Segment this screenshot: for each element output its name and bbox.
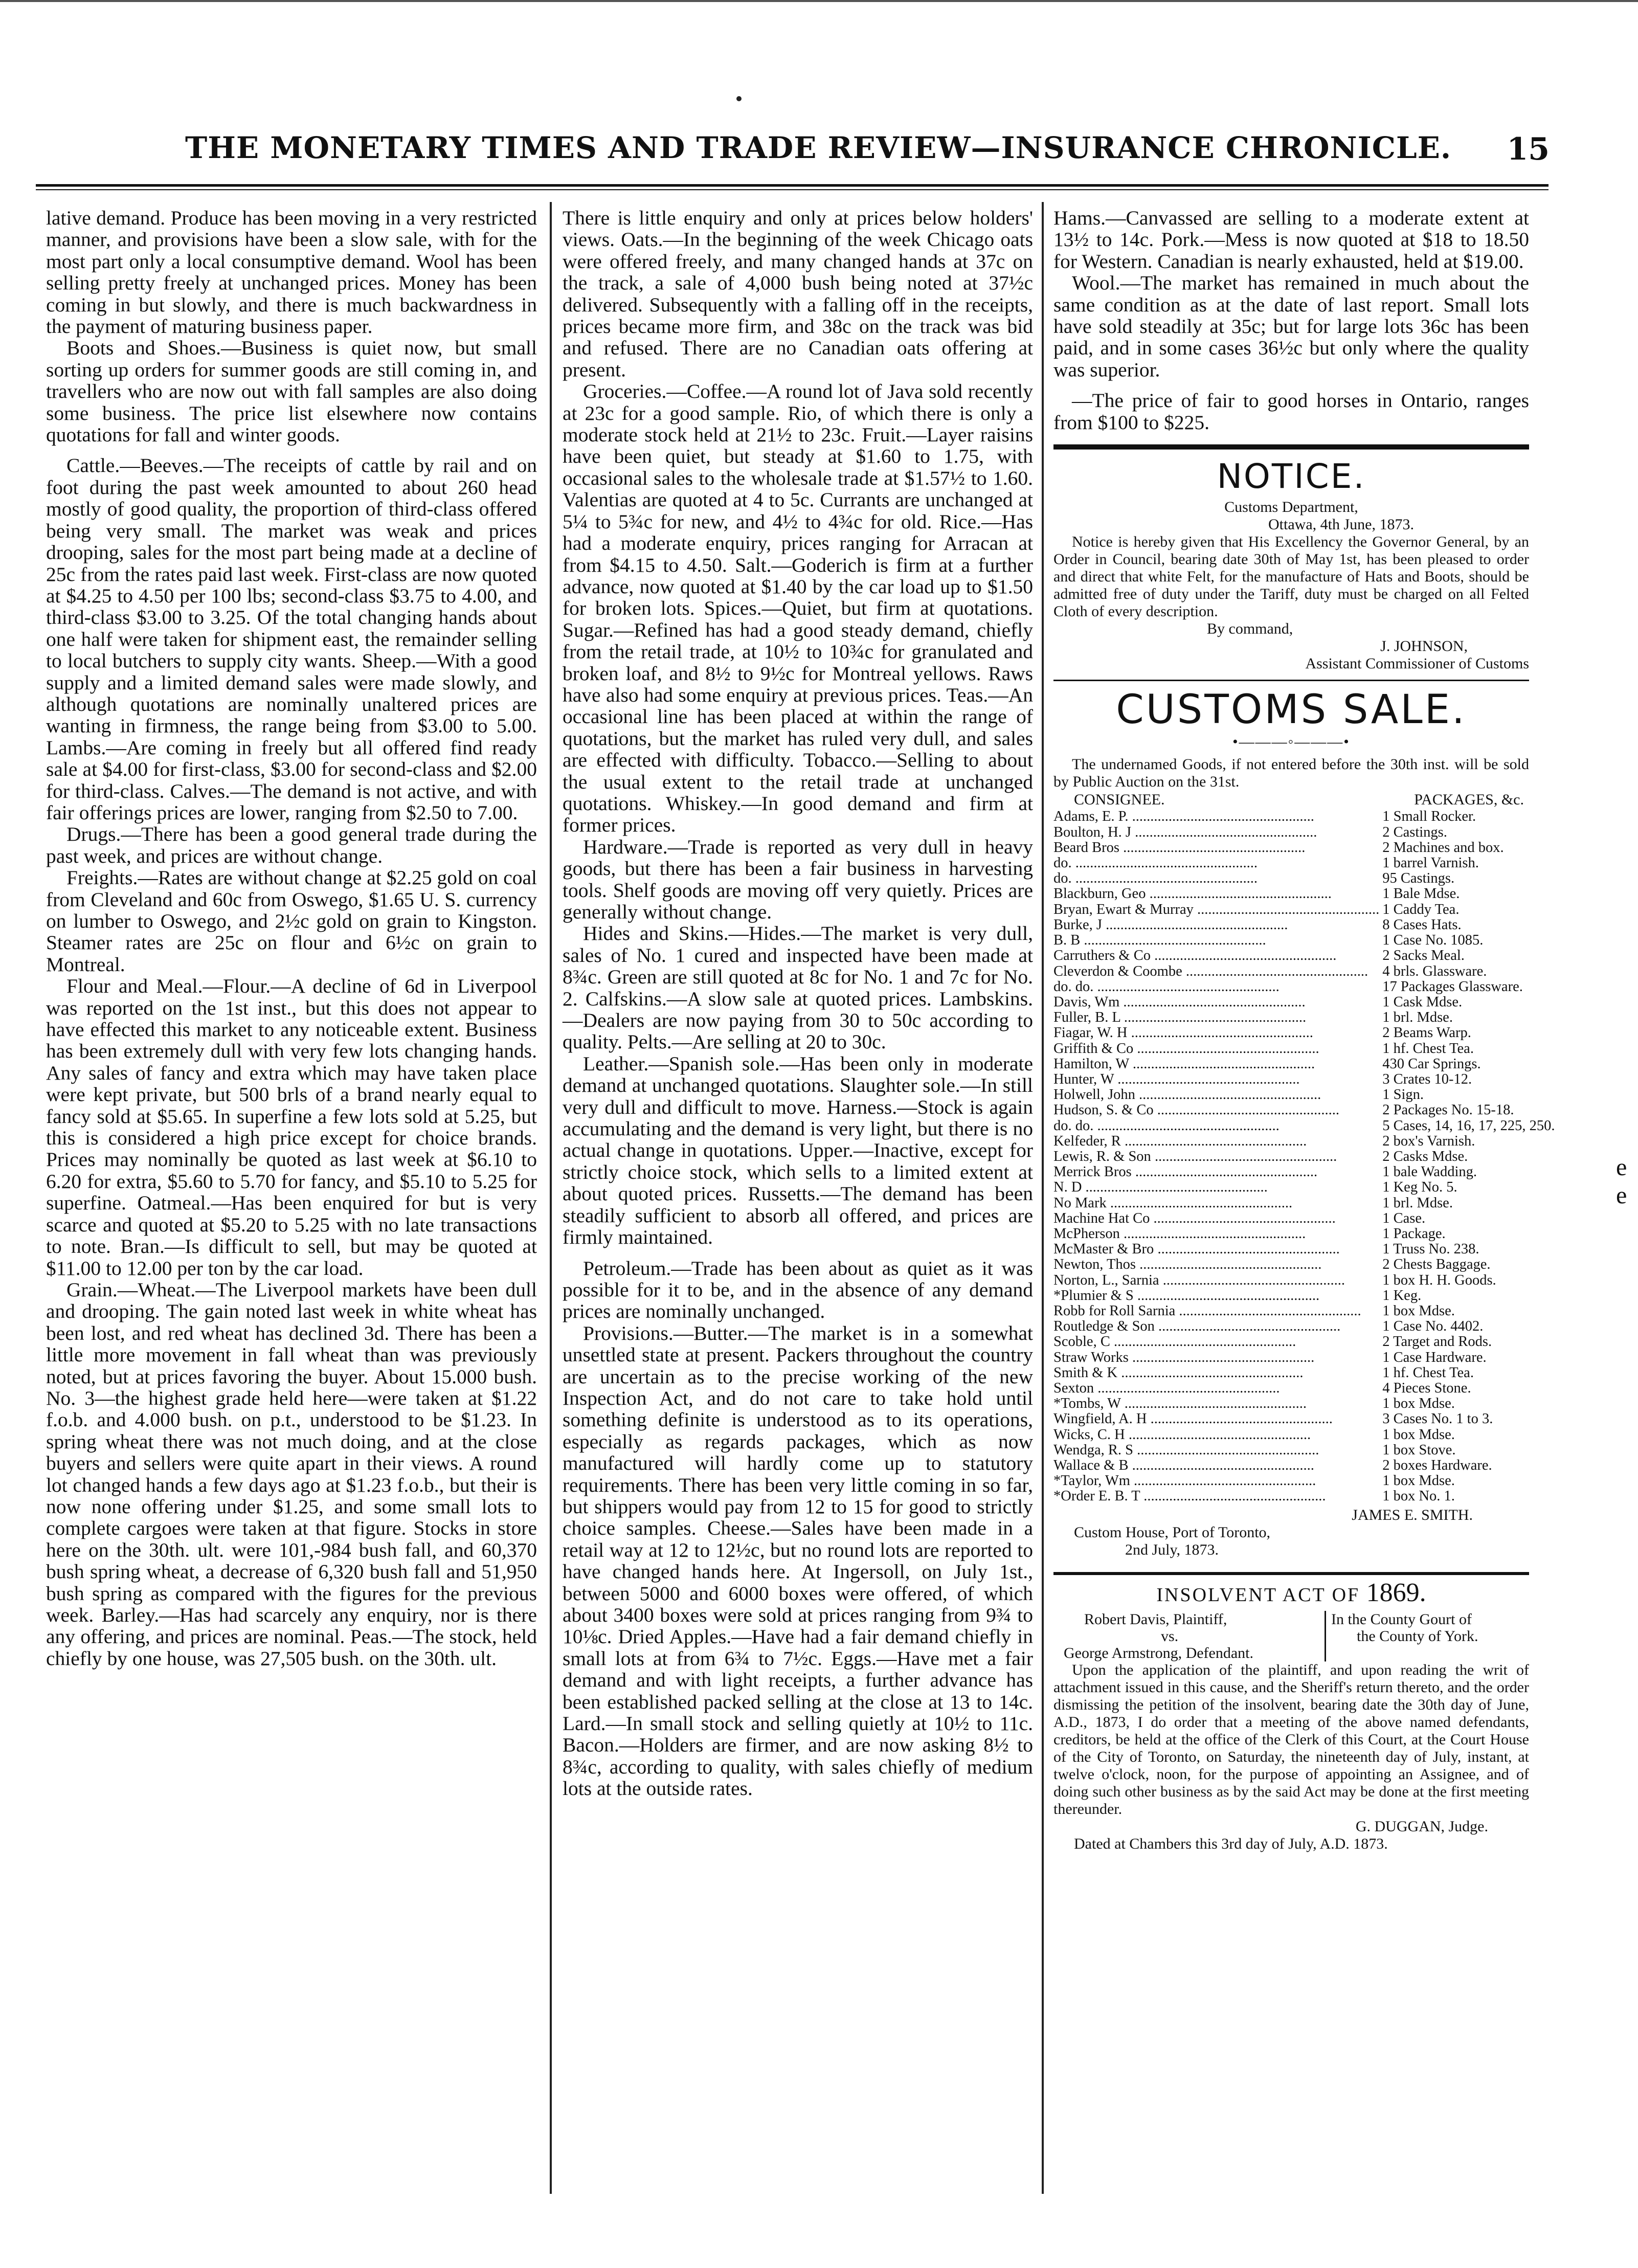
dot-leader: .................................................. bbox=[1071, 871, 1258, 887]
consignee-cell bbox=[1053, 825, 1379, 840]
consignee-name: Robb for Roll Sarnia bbox=[1053, 1303, 1176, 1319]
consignee-cell bbox=[1053, 1396, 1379, 1411]
consignee-cell bbox=[1053, 886, 1379, 902]
customs-sale-row bbox=[1053, 886, 1555, 902]
package-cell: 1 box Mdse. bbox=[1382, 1426, 1455, 1443]
customs-sale-row bbox=[1053, 1103, 1555, 1118]
package-cell: 2 Castings. bbox=[1382, 824, 1447, 840]
dot-leader: .................................................. bbox=[1119, 1226, 1306, 1242]
dot-leader: .................................................. bbox=[1120, 1396, 1307, 1412]
customs-sale-header bbox=[1053, 791, 1529, 809]
consignee-name: Wicks, C. H bbox=[1053, 1427, 1125, 1443]
customs-sale-row bbox=[1053, 1443, 1555, 1458]
dot-leader: .................................................. bbox=[1114, 1071, 1300, 1087]
column-divider-2 bbox=[1042, 202, 1044, 2194]
customs-sale-row bbox=[1053, 1242, 1555, 1257]
consignee-name: Routledge & Son bbox=[1053, 1319, 1155, 1335]
article-paragraph: There is little enquiry and only at prices below holders' views. Oats.—In the beginning of the week Chicago oats were offered freely, and many changed hands at 37c on the track, a sale of 4,000 bush being noted at 37½c delivered. Subsequently with a falling off in the receipts, prices became more firm, and 38c on the track was bid and refused. There are no Canadian oats offering at present. bbox=[563, 207, 1033, 381]
article-paragraph: Hides and Skins.—Hides.—The market is very dull, sales of No. 1 cured and inspected have been made at 8¾c. Green are still quoted at 8c for No. 1 and 7c for No. 2. Calfskins.—A slow sale at quoted prices. Lambskins.—Dealers are now paying from 30 to 50c according to quality. Pelts.—Are selling at 20 to 30c. bbox=[563, 922, 1033, 1053]
article-paragraph: Leather.—Spanish sole.—Has been only in moderate demand at unchanged quotations. Slaughter sole.—In still very dull and difficult to move. Harness.—Stock is again accumulating and the demand is very light, but there is no actual change in quotations. Upper.—Inactive, except for strictly choice stock, which sells to a limited extent at about quoted prices. Russetts.—The demand has been steadily sufficient to absorb all offered, and prices are firmly maintained. bbox=[563, 1052, 1033, 1249]
customs-sale-row bbox=[1053, 1319, 1555, 1334]
package-cell: 2 Packages No. 15-18. bbox=[1382, 1102, 1514, 1118]
consignee-cell bbox=[1053, 1010, 1379, 1025]
customs-sale-row bbox=[1053, 979, 1555, 995]
dot-leader: .................................................. bbox=[1125, 1427, 1311, 1443]
section-rule bbox=[1053, 1572, 1529, 1575]
customs-sale-row bbox=[1053, 1411, 1555, 1427]
page-number: 15 bbox=[1507, 131, 1550, 167]
consignee-cell bbox=[1053, 1257, 1379, 1272]
court-name bbox=[1325, 1611, 1529, 1661]
consignee-cell bbox=[1053, 1196, 1379, 1211]
dot-leader: .................................................. bbox=[1159, 1272, 1345, 1288]
consignee-cell bbox=[1053, 871, 1379, 886]
dot-leader: .................................................. bbox=[1129, 1056, 1315, 1072]
package-cell: 95 Castings. bbox=[1382, 870, 1455, 887]
notice-signer-title: Assistant Commissioner of Customs bbox=[1305, 655, 1529, 672]
court-line-1: In the County Gourt of bbox=[1331, 1611, 1472, 1628]
package-cell: 4 brls. Glassware. bbox=[1382, 963, 1487, 979]
consignee-cell bbox=[1053, 1350, 1379, 1365]
consignee-cell bbox=[1053, 1288, 1379, 1304]
consignee-cell bbox=[1053, 933, 1379, 948]
dot-leader: .................................................. bbox=[1147, 1411, 1333, 1427]
defendant: George Armstrong, Defendant. bbox=[1064, 1645, 1254, 1662]
consignee-name: Hudson, S. & Co bbox=[1053, 1103, 1154, 1118]
package-cell: 1 Sign. bbox=[1382, 1087, 1424, 1103]
customs-sale-signer: JAMES E. SMITH. bbox=[1352, 1506, 1473, 1523]
consignee-name: Griffith & Co bbox=[1053, 1041, 1134, 1057]
customs-sale-row bbox=[1053, 809, 1555, 824]
customs-sale-row bbox=[1053, 964, 1555, 979]
customs-sale-row bbox=[1053, 1257, 1555, 1272]
consignee-name: Wendga, R. S bbox=[1053, 1442, 1134, 1458]
article-paragraph: —The price of fair to good horses in Ontario, ranges from $100 to $225. bbox=[1053, 389, 1529, 434]
consignee-name: Lewis, R. & Son bbox=[1053, 1149, 1151, 1164]
dot-leader: .................................................. bbox=[1146, 886, 1332, 902]
consignee-name: Cleverdon & Coombe bbox=[1053, 963, 1182, 979]
consignee-cell bbox=[1053, 1443, 1379, 1458]
package-cell: 5 Cases, 14, 16, 17, 225, 250. bbox=[1382, 1117, 1555, 1134]
package-cell: 1 Truss No. 238. bbox=[1382, 1241, 1479, 1257]
packages-column-header: PACKAGES, &c. bbox=[1414, 791, 1524, 809]
column-2 bbox=[563, 207, 1033, 1800]
header-rule-thin bbox=[36, 189, 1549, 190]
dot-leader: .................................................. bbox=[1102, 917, 1288, 933]
package-cell: 2 boxes Hardware. bbox=[1382, 1457, 1492, 1473]
article-paragraph: Boots and Shoes.—Business is quiet now, but small sorting up orders for summer goods are still coming in, and travellers who are now out with fall samples are also doing some business. The price list elsewhere now contains quotations for fall and winter goods. bbox=[46, 336, 537, 446]
insolvent-year: 1869. bbox=[1366, 1578, 1426, 1607]
consignee-name: Smith & K bbox=[1053, 1365, 1118, 1381]
consignee-name: Davis, Wm bbox=[1053, 994, 1120, 1010]
dot-leader: .................................................. bbox=[1119, 840, 1306, 856]
consignee-name: N. D bbox=[1053, 1180, 1082, 1196]
package-cell: 1 Keg. bbox=[1382, 1287, 1422, 1304]
article-paragraph: Cattle.—Beeves.—The receipts of cattle by rail and on foot during the past week amounted to about 260 head mostly of good quality, the proportion of third-class offered being very small. The market was weak and prices drooping, sales for the most part being made at a decline of 25c from the rates paid last week. First-class are now quoted at $4.25 to 4.50 per 100 lbs; second-class $3.75 to 4.00, and third-class $3.00 to 3.25. Of the total changing hands about one half were taken for shipment east, the remainder selling to local butchers to supply city wants. Sheep.—With a good supply and a limited demand sales were made slowly, and although quotations are nominally unaltered prices are wanting in firmness, the range being from $3.00 to 5.00. Lambs.—Are coming in freely but all offered find ready sale at $4.00 for first-class, $3.00 for second-class and $2.00 for third-class. Calves.—The demand is not active, and with fair offerings prices are lower, ranging from $2.50 to 7.00. bbox=[46, 454, 537, 824]
consignee-cell bbox=[1053, 1473, 1379, 1489]
package-cell: 1 brl. Mdse. bbox=[1382, 1009, 1453, 1026]
ink-dot bbox=[736, 96, 742, 101]
dot-leader: .................................................. bbox=[1182, 963, 1368, 979]
package-cell: 1 box No. 1. bbox=[1382, 1488, 1455, 1504]
consignee-cell bbox=[1053, 1025, 1379, 1041]
consignee-name: No Mark bbox=[1053, 1195, 1107, 1211]
package-cell: 2 Chests Baggage. bbox=[1382, 1256, 1491, 1273]
package-cell: 4 Pieces Stone. bbox=[1382, 1380, 1471, 1396]
consignee-cell bbox=[1053, 1087, 1379, 1103]
customs-sale-row bbox=[1053, 1134, 1555, 1149]
consignee-name: do. do. bbox=[1053, 979, 1094, 995]
page-top-edge bbox=[0, 0, 1638, 13]
consignee-cell bbox=[1053, 1427, 1379, 1443]
dot-leader: .................................................. bbox=[1135, 1257, 1322, 1273]
consignee-cell bbox=[1053, 1057, 1379, 1072]
dot-leader: .................................................. bbox=[1130, 1473, 1316, 1489]
consignee-name: Hunter, W bbox=[1053, 1071, 1114, 1087]
package-cell: 1 barrel Varnish. bbox=[1382, 855, 1479, 871]
customs-sale-row bbox=[1053, 1427, 1555, 1443]
consignee-cell bbox=[1053, 1134, 1379, 1149]
consignee-column-header: CONSIGNEE. bbox=[1074, 791, 1165, 809]
dot-leader: .................................................. bbox=[1119, 994, 1306, 1010]
customs-sale-row bbox=[1053, 1072, 1555, 1087]
article-paragraph: Petroleum.—Trade has been about as quiet as it was possible for it to be, and in the absence of any demand prices are nominally unchanged. bbox=[563, 1256, 1033, 1323]
article-paragraph: Hams.—Canvassed are selling to a moderate extent at 13½ to 14c. Pork.—Mess is now quoted at $18 to 18.50 for Western. Canadian is nearly exhausted, held at $19.00. bbox=[1053, 207, 1529, 273]
customs-sale-footer: Custom House, Port of Toronto, bbox=[1074, 1523, 1271, 1541]
dot-leader: .................................................. bbox=[1110, 1334, 1296, 1350]
insolvent-signer: G. DUGGAN, Judge. bbox=[1355, 1818, 1488, 1835]
column-3 bbox=[1053, 207, 1555, 1853]
package-cell: 1 box H. H. Goods. bbox=[1382, 1272, 1496, 1288]
customs-sale-row bbox=[1053, 1334, 1555, 1350]
package-cell: 2 Target and Rods. bbox=[1382, 1334, 1492, 1350]
margin-fragment: e bbox=[1616, 1182, 1627, 1209]
customs-sale-row bbox=[1053, 1057, 1555, 1072]
package-cell: 1 Case No. 4402. bbox=[1382, 1318, 1484, 1335]
consignee-name: *Taylor, Wm bbox=[1053, 1473, 1130, 1489]
ornament-icon: •———◦———• bbox=[1232, 733, 1350, 751]
customs-sale-row bbox=[1053, 1288, 1555, 1304]
dot-leader: .................................................. bbox=[1154, 1319, 1341, 1335]
package-cell: 2 Beams Warp. bbox=[1382, 1025, 1471, 1041]
section-rule bbox=[1053, 444, 1529, 450]
notice-by-command: By command, bbox=[1207, 620, 1293, 638]
header-rule bbox=[36, 184, 1549, 187]
consignee-name: *Order E. B. T bbox=[1053, 1489, 1140, 1504]
customs-sale-row bbox=[1053, 1180, 1555, 1195]
package-cell: 1 box Mdse. bbox=[1382, 1396, 1455, 1412]
customs-sale-row bbox=[1053, 825, 1555, 840]
dot-leader: .................................................. bbox=[1093, 1118, 1280, 1134]
package-cell: 17 Packages Glassware. bbox=[1382, 978, 1523, 995]
consignee-name: Beard Bros bbox=[1053, 840, 1120, 856]
case-parties bbox=[1053, 1611, 1325, 1661]
consignee-name: Boulton, H. J bbox=[1053, 824, 1132, 840]
dot-leader: .................................................. bbox=[1120, 1133, 1307, 1149]
consignee-cell bbox=[1053, 1164, 1379, 1180]
column-divider-1 bbox=[550, 202, 552, 2194]
dot-leader: .................................................. bbox=[1154, 1242, 1340, 1257]
customs-sale-row bbox=[1053, 1149, 1555, 1164]
consignee-name: Blackburn, Geo bbox=[1053, 886, 1146, 902]
consignee-cell bbox=[1053, 1304, 1379, 1319]
dot-leader: .................................................. bbox=[1131, 1164, 1318, 1180]
package-cell: 1 Case Hardware. bbox=[1382, 1349, 1487, 1365]
consignee-name: *Plumier & S bbox=[1053, 1288, 1134, 1304]
consignee-cell bbox=[1053, 1118, 1379, 1134]
consignee-cell bbox=[1053, 995, 1379, 1010]
dot-leader: .................................................. bbox=[1150, 948, 1337, 964]
consignee-name: do. bbox=[1053, 856, 1072, 871]
insolvent-body: Upon the application of the plaintiff, and upon reading the writ of attachment issued in this cause, and the Sheriff's return thereto, and the order dismissing the petition of the insolvent, bearing date the 30th day of June, A.D., 1873, I do order that a meeting of the above named defendants, creditors, be held at the office of the Clerk of this Court, at the Court House of the City of Toronto, on Saturday, the nineteenth day of July, instant, at twelve o'clock, noon, for the purpose of appointing an Assignee, and of doing such other business as by the said Act may be done at the first meeting thereunder. bbox=[1053, 1661, 1529, 1818]
customs-sale-row bbox=[1053, 1164, 1555, 1180]
consignee-name: Kelfeder, R bbox=[1053, 1133, 1121, 1149]
consignee-cell bbox=[1053, 1211, 1379, 1226]
package-cell: 8 Cases Hats. bbox=[1382, 916, 1462, 933]
customs-sale-row bbox=[1053, 1196, 1555, 1211]
dot-leader: .................................................. bbox=[1133, 1442, 1319, 1458]
consignee-cell bbox=[1053, 1381, 1379, 1396]
margin-fragment: e bbox=[1616, 1154, 1627, 1181]
insolvent-act-title bbox=[1053, 1578, 1529, 1607]
column-1 bbox=[46, 207, 537, 1669]
customs-sale-row bbox=[1053, 1350, 1555, 1365]
consignee-cell bbox=[1053, 964, 1379, 979]
package-cell: 2 box's Varnish. bbox=[1382, 1133, 1475, 1149]
consignee-name: do. do. bbox=[1053, 1118, 1094, 1134]
dot-leader: .................................................. bbox=[1133, 1288, 1320, 1304]
customs-sale-row bbox=[1053, 1211, 1555, 1226]
consignee-name: *Tombs, W bbox=[1053, 1396, 1121, 1412]
customs-sale-row bbox=[1053, 917, 1555, 933]
consignee-name: Burke, J bbox=[1053, 917, 1102, 933]
dot-leader: .................................................. bbox=[1127, 1025, 1313, 1041]
dot-leader: .................................................. bbox=[1106, 1195, 1293, 1211]
customs-sale-row bbox=[1053, 1304, 1555, 1319]
dot-leader: .................................................. bbox=[1117, 1365, 1304, 1381]
dot-leader: .................................................. bbox=[1193, 902, 1380, 917]
customs-sale-table bbox=[1053, 809, 1555, 1504]
customs-sale-row bbox=[1053, 1473, 1555, 1489]
dot-leader: .................................................. bbox=[1128, 1350, 1315, 1365]
consignee-name: Fuller, B. L bbox=[1053, 1010, 1120, 1026]
package-cell: 2 Casks Mdse. bbox=[1382, 1148, 1468, 1164]
dot-leader: .................................................. bbox=[1135, 1087, 1321, 1103]
versus: vs. bbox=[1161, 1628, 1179, 1645]
consignee-name: Machine Hat Co bbox=[1053, 1210, 1150, 1226]
dot-leader: .................................................. bbox=[1133, 1041, 1319, 1057]
consignee-cell bbox=[1053, 1072, 1379, 1087]
consignee-name: Wingfield, A. H bbox=[1053, 1411, 1147, 1427]
package-cell: 3 Cases No. 1 to 3. bbox=[1382, 1411, 1493, 1427]
consignee-cell bbox=[1053, 1489, 1379, 1504]
dot-leader: .................................................. bbox=[1131, 824, 1317, 840]
insolvent-title-text: INSOLVENT ACT OF bbox=[1156, 1584, 1360, 1606]
consignee-name: B. B bbox=[1053, 933, 1081, 949]
consignee-cell bbox=[1053, 1458, 1379, 1473]
article-paragraph: Drugs.—There has been a good general trade during the past week, and prices are without change. bbox=[46, 823, 537, 867]
dot-leader: .................................................. bbox=[1128, 1458, 1314, 1473]
consignee-cell bbox=[1053, 979, 1379, 995]
customs-sale-row bbox=[1053, 1087, 1555, 1103]
consignee-cell bbox=[1053, 1226, 1379, 1242]
package-cell: 1 Bale Mdse. bbox=[1382, 886, 1460, 902]
dot-leader: .................................................. bbox=[1151, 1149, 1337, 1164]
package-cell: 1 box Mdse. bbox=[1382, 1473, 1455, 1489]
article-paragraph: Flour and Meal.—Flour.—A decline of 6d in Liverpool was reported on the 1st inst., but this does not appear to have effected this market to any noticeable extent. Business has been extremely dull with very few lots changing hands. Any sales of fancy and extra which may have taken place were kept private, but 500 brls of a brand nearly equal to fancy sold at $5.65. In superfine a few lots sold at 5.25, but this is considered a high price except for choice brands. Prices may nominally be quoted as last week at $6.10 to 6.20 for extra, $5.60 to 5.70 for fancy, and $5.10 to 5.25 for superfine. Oatmeal.—Has been enquired for but is very scarce and quoted at $5.20 to 5.25 with no late transactions to note. Bran.—Is difficult to sell, but may be quoted at $11.00 to 12.00 per ton by the car load. bbox=[46, 975, 537, 1279]
consignee-cell bbox=[1053, 917, 1379, 933]
package-cell: 1 hf. Chest Tea. bbox=[1382, 1040, 1474, 1057]
section-rule bbox=[1053, 680, 1529, 681]
customs-sale-intro: The undernamed Goods, if not entered before the 30th inst. will be sold by Public Auction on the 31st. bbox=[1053, 756, 1529, 791]
article-paragraph: Freights.—Rates are without change at $2.25 gold on coal from Cleveland and 60c from Oswego, $1.65 U. S. currency on lumber to Oswego, and 2½c gold on grain to Kingston. Steamer rates are 25c on flour and 6½c on grain to Montreal. bbox=[46, 866, 537, 976]
customs-sale-row bbox=[1053, 1396, 1555, 1411]
court-line-2: the County of York. bbox=[1357, 1628, 1478, 1645]
consignee-name: McMaster & Bro bbox=[1053, 1242, 1154, 1257]
customs-sale-row bbox=[1053, 995, 1555, 1010]
package-cell: 1 Case. bbox=[1382, 1210, 1426, 1226]
consignee-name: Straw Works bbox=[1053, 1350, 1129, 1365]
customs-sale-row bbox=[1053, 1025, 1555, 1041]
article-paragraph: Grain.—Wheat.—The Liverpool markets have been dull and drooping. The gain noted last week in white wheat has been lost, and red wheat has declined 3d. There has been a little more movement in fall wheat than was previously noted, but at prices favoring the buyer. About 15.000 bush. No. 3—the highest grade held here—were taken at $1.22 f.o.b. and 4.000 bush. on p.t., understood to be $1.23. In spring wheat there was not much doing, and at the close buyers and sellers were quite apart in their views. A round lot changed hands a few days ago at $1.23 f.o.b., but their is now none offering under $1.25, and some small lots to complete cargoes were taken at that figure. Stocks in store here on the 30th. ult. were 101,-984 bush fall, and 60,370 bush spring wheat, a decrease of 6,320 bush fall and 51,950 bush spring as compared with the figures for the previous week. Barley.—Has had scarcely any enquiry, nor is there any offering, and prices are nominal. Peas.—The stock, held chiefly by one house, was 27,505 bush. on the 30th. ult. bbox=[46, 1278, 537, 1670]
notice-body: Notice is hereby given that His Excellency the Governor General, by an Order in Council, bearing date 30th of May 1st, has been pleased to order and direct that white Felt, for the manufacture of Hats and Boots, should be admitted free of duty under the Tariff, duty must be charged on all Felted Cloth of every description. bbox=[1053, 533, 1529, 620]
notice-place-date: Ottawa, 4th June, 1873. bbox=[1268, 516, 1414, 533]
notice-signer: J. JOHNSON, bbox=[1380, 638, 1468, 655]
package-cell: 1 hf. Chest Tea. bbox=[1382, 1364, 1474, 1381]
consignee-cell bbox=[1053, 856, 1379, 871]
consignee-cell bbox=[1053, 1411, 1379, 1427]
package-cell: 1 box Stove. bbox=[1382, 1442, 1456, 1458]
customs-sale-row bbox=[1053, 840, 1555, 856]
dot-leader: .................................................. bbox=[1128, 809, 1314, 825]
insolvent-dated: Dated at Chambers this 3rd day of July, A.D. 1873. bbox=[1074, 1835, 1388, 1853]
consignee-name: Norton, L., Sarnia bbox=[1053, 1272, 1159, 1288]
customs-sale-row bbox=[1053, 1489, 1555, 1504]
package-cell: 1 Small Rocker. bbox=[1382, 809, 1476, 825]
consignee-cell bbox=[1053, 1365, 1379, 1381]
consignee-name: Holwell, John bbox=[1053, 1087, 1135, 1103]
consignee-name: Fiagar, W. H bbox=[1053, 1025, 1128, 1041]
consignee-name: Bryan, Ewart & Murray bbox=[1053, 902, 1194, 917]
dot-leader: .................................................. bbox=[1140, 1489, 1326, 1504]
customs-sale-row bbox=[1053, 1041, 1555, 1057]
article-paragraph: Groceries.—Coffee.—A round lot of Java sold recently at 23c for a good sample. Rio, of which there is only a moderate stock held at 21½ to 23c. Fruit.—Layer raisins have been quiet, but steady at $1.60 to 1.75, with occasional sales to the wholesale trade at $1.57½ to 1.60. Valentias are quoted at 4 to 5c. Currants are unchanged at 5¼ to 5¾c for new, and 4½ to 4¾c for old. Rice.—Has had a moderate enquiry, prices ranging for Arracan at from $4.15 to 4.50. Salt.—Goderich is firm at a further advance, now quoted at $1.40 by the car load up to $1.50 for broken lots. Spices.—Quiet, but firm at quotations. Sugar.—Refined has had a good steady demand, chiefly from the retail trade, at 10½ to 10¾c for granulated and broken loaf, and 8½ to 9½c for Montreal yellows. Raws have also had some enquiry at previous prices. Teas.—An occasional line has been placed at within the range of quotations, but the market has ruled very dull, and sales are effected with difficulty. Tobacco.—Selling to about the usual extent to the retail trade at unchanged quotations. Whiskey.—In good demand and firm at former prices. bbox=[563, 380, 1033, 837]
consignee-name: McPherson bbox=[1053, 1226, 1120, 1242]
consignee-cell bbox=[1053, 1103, 1379, 1118]
customs-sale-row bbox=[1053, 933, 1555, 948]
dot-leader: .................................................. bbox=[1071, 856, 1258, 871]
consignee-cell bbox=[1053, 1273, 1379, 1288]
package-cell: 430 Car Springs. bbox=[1382, 1056, 1481, 1072]
dot-leader: .................................................. bbox=[1120, 1010, 1307, 1026]
dot-leader: .................................................. bbox=[1080, 933, 1266, 949]
package-cell: 1 Cask Mdse. bbox=[1382, 994, 1463, 1010]
customs-sale-row bbox=[1053, 1118, 1555, 1134]
package-cell: 2 Machines and box. bbox=[1382, 839, 1504, 856]
consignee-cell bbox=[1053, 840, 1379, 856]
package-cell: 2 Sacks Meal. bbox=[1382, 948, 1465, 964]
consignee-cell bbox=[1053, 809, 1379, 824]
consignee-name: Wallace & B bbox=[1053, 1458, 1129, 1473]
consignee-name: Adams, E. P. bbox=[1053, 809, 1129, 825]
notice-title: NOTICE. bbox=[1217, 457, 1366, 497]
plaintiff: Robert Davis, Plaintiff, bbox=[1084, 1611, 1227, 1628]
consignee-cell bbox=[1053, 1149, 1379, 1164]
consignee-name: Scoble, C bbox=[1053, 1334, 1110, 1350]
dot-leader: .................................................. bbox=[1094, 1380, 1280, 1396]
dot-leader: .................................................. bbox=[1150, 1210, 1336, 1226]
dot-leader: .................................................. bbox=[1175, 1303, 1361, 1319]
customs-sale-row bbox=[1053, 902, 1555, 917]
page-header-title: THE MONETARY TIMES AND TRADE REVIEW—INSURANCE CHRONICLE. bbox=[185, 130, 1452, 165]
consignee-name: do. bbox=[1053, 871, 1072, 887]
article-paragraph: lative demand. Produce has been moving in a very restricted manner, and provisions have been a slow sale, with for the most part only a local consumptive demand. Wool has been selling pretty freely at unchanged prices. Money has been coming in but slowly, and there is much backwardness in the payment of maturing business paper. bbox=[46, 207, 537, 338]
consignee-name: Sexton bbox=[1053, 1380, 1094, 1396]
consignee-cell bbox=[1053, 948, 1379, 963]
consignee-cell bbox=[1053, 902, 1379, 917]
consignee-name: Newton, Thos bbox=[1053, 1257, 1136, 1273]
package-cell: 1 brl. Mdse. bbox=[1382, 1195, 1453, 1211]
customs-sale-row bbox=[1053, 1381, 1555, 1396]
dot-leader: .................................................. bbox=[1093, 979, 1280, 995]
dot-leader: .................................................. bbox=[1082, 1180, 1268, 1196]
customs-sale-row bbox=[1053, 1458, 1555, 1473]
article-paragraph: Wool.—The market has remained in much about the same condition as at the date of last report. Small lots have sold steadily at 35c; but for large lots 36c has been paid, and in some cases 36½c but only where the quality was superior. bbox=[1053, 272, 1529, 381]
customs-sale-title: CUSTOMS SALE. bbox=[1116, 687, 1467, 733]
consignee-cell bbox=[1053, 1334, 1379, 1350]
notice-department: Customs Department, bbox=[1224, 499, 1358, 516]
package-cell: 1 Keg No. 5. bbox=[1382, 1179, 1457, 1196]
article-paragraph: Hardware.—Trade is reported as very dull in heavy goods, but there has been a fair business in harvesting tools. Shelf goods are moving off very quietly. Prices are generally without change. bbox=[563, 835, 1033, 923]
customs-sale-row bbox=[1053, 948, 1555, 963]
case-caption bbox=[1053, 1611, 1529, 1661]
customs-sale-date: 2nd July, 1873. bbox=[1125, 1541, 1219, 1558]
consignee-name: Merrick Bros bbox=[1053, 1164, 1132, 1180]
package-cell: 3 Crates 10-12. bbox=[1382, 1071, 1472, 1087]
customs-sale-row bbox=[1053, 1226, 1555, 1242]
consignee-cell bbox=[1053, 1041, 1379, 1057]
customs-sale-row bbox=[1053, 1010, 1555, 1025]
consignee-name: Hamilton, W bbox=[1053, 1056, 1129, 1072]
consignee-name: Carruthers & Co bbox=[1053, 948, 1151, 964]
customs-sale-row bbox=[1053, 856, 1555, 871]
package-cell: 1 Package. bbox=[1382, 1225, 1446, 1242]
customs-sale-row bbox=[1053, 871, 1555, 886]
package-cell: 1 bale Wadding. bbox=[1382, 1164, 1477, 1180]
consignee-cell bbox=[1053, 1242, 1379, 1257]
customs-sale-row bbox=[1053, 1273, 1555, 1288]
package-cell: 1 box Mdse. bbox=[1382, 1303, 1455, 1319]
customs-sale-row bbox=[1053, 1365, 1555, 1381]
consignee-cell bbox=[1053, 1180, 1379, 1195]
package-cell: 1 Case No. 1085. bbox=[1382, 932, 1484, 949]
consignee-cell bbox=[1053, 1319, 1379, 1334]
article-paragraph: Provisions.—Butter.—The market is in a somewhat unsettled state at present. Packers throughout the country are uncertain as to the precise working of the new Inspection Act, and do not care to take hold until something definite is understood as to its operations, especially as regards packages, which as now manufactured will hardly come up to statutory requirements. There has been very little coming in so far, but shippers would pay from 12 to 15 for good to strictly choice samples. Cheese.—Sales have been made in a retail way at 12 to 12½c, but no round lots are reported to have changed hands here. At Ingersoll, on July 1st., between 5000 and 6000 boxes were offered, of which about 3400 boxes were sold at prices ranging from 9¾ to 10⅛c. Dried Apples.—Have had a fair demand chiefly in small lots at from 6¾ to 7½c. Eggs.—Have met a fair demand and with light receipts, a further advance has been established packed selling at the close at 13 to 14c. Lard.—In small stock and selling quietly at 10½ to 11c. Bacon.—Holders are firmer, and are now asking 8½ to 8¾c, according to quality, with sales chiefly of medium lots at the outside rates. bbox=[563, 1321, 1033, 1800]
package-cell: 1 Caddy Tea. bbox=[1382, 901, 1460, 917]
dot-leader: .................................................. bbox=[1153, 1103, 1339, 1118]
